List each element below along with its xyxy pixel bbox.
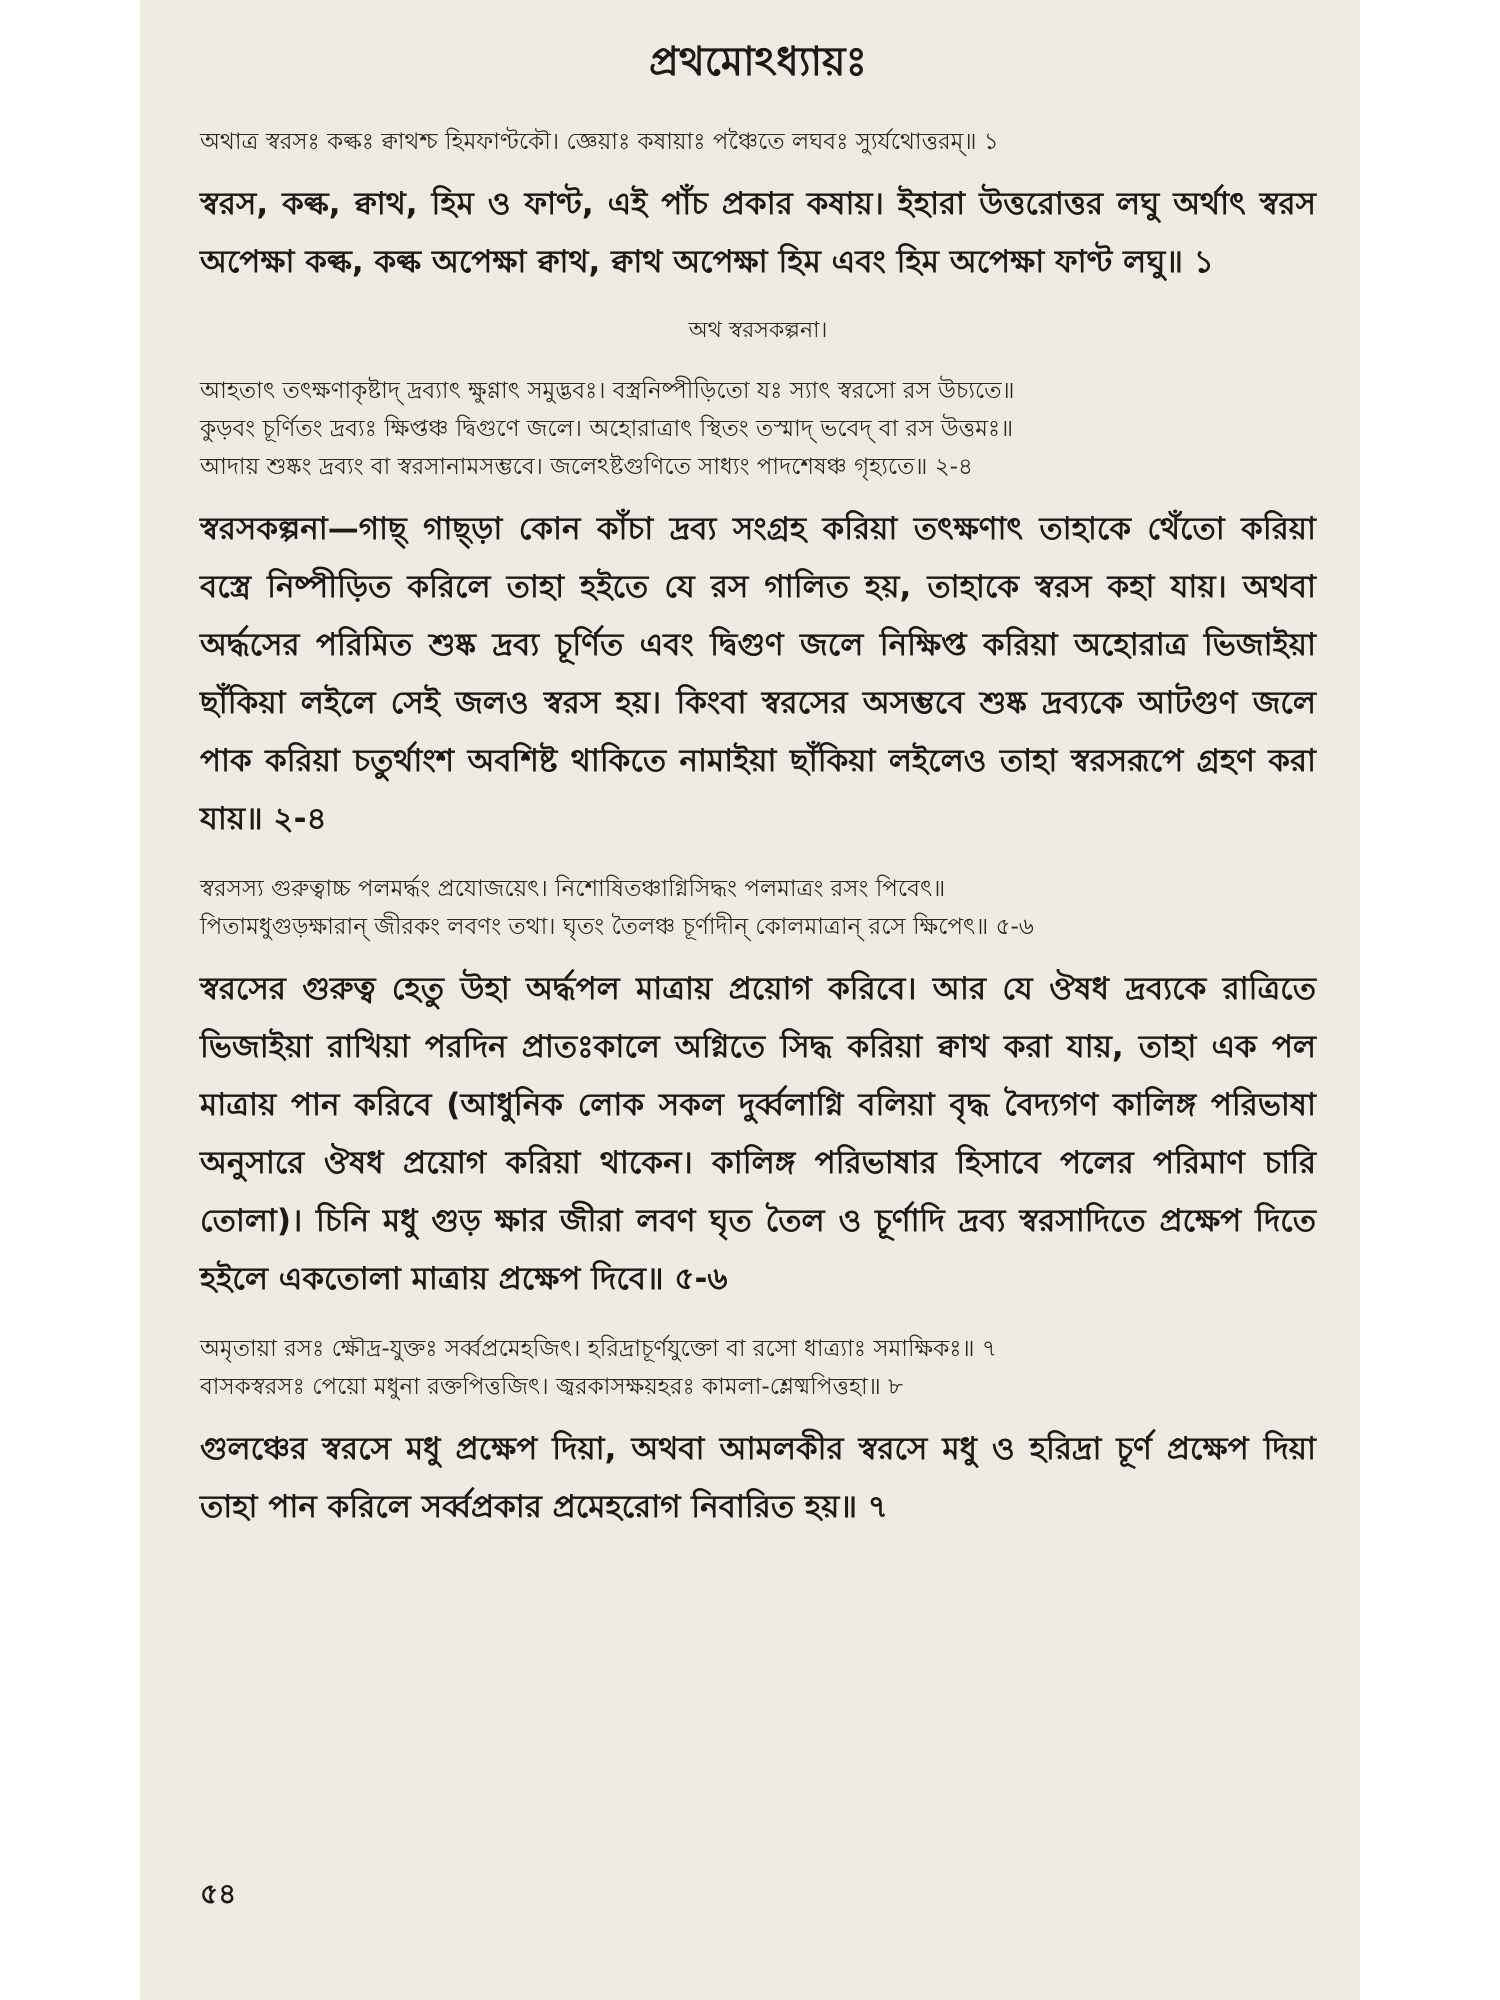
- bengali-commentary-4: গুলঞ্চের স্বরসে মধু প্রক্ষেপ দিয়া, অথবা আমলকীর স্বরসে মধু ও হরিদ্রা চূর্ণ প্রক্ষেপ দিয়া তাহা পান করিলে সর্ব্বপ্রকার প্রমেহরোগ নিবারিত হয়॥ ৭: [200, 1431, 1316, 1525]
- verse-line: আদায় শুষ্কং দ্রব্যং বা স্বরসানামসম্ভবে। জলেঽষ্টগুণিতে সাধ্যং পাদশেষঞ্চ গৃহ্যতে॥ ২-৪: [200, 454, 973, 480]
- verse-line: কুড়বং চূর্ণিতং দ্রব্যঃ ক্ষিপ্তঞ্চ দ্বিগুণে জলে। অহোরাত্রাৎ স্থিতং তস্মাদ্ ভবেদ্ বা রস উত্তমঃ॥: [200, 416, 1014, 442]
- bengali-commentary-2: স্বরসকল্পনা—গাছ্ গাছ্ড়া কোন কাঁচা দ্রব্য সংগ্রহ করিয়া তৎক্ষণাৎ তাহাকে থেঁতো করিয়া বস্ত্রে নিষ্পীড়িত করিলে তাহা হইতে যে রস গালিত হয়, তাহাকে স্বরস কহা যায়। অথবা অর্দ্ধসের পরিমিত শুষ্ক দ্রব্য চূর্ণিত এবং দ্বিগুণ জলে নিক্ষিপ্ত করিয়া অহোরাত্র ভিজাইয়া ছাঁকিয়া লইলে সেই জলও স্বরস হয়। কিংবা স্বরসের অসম্ভবে শুষ্ক দ্রব্যকে আটগুণ জলে পাক করিয়া চতুর্থাংশ অবশিষ্ট থাকিতে নামাইয়া ছাঁকিয়া লইলেও তাহা স্বরসরূপে গ্রহণ করা যায়॥ ২-৪: [200, 511, 1316, 837]
- section-heading: অথ স্বরসকল্পনা।: [688, 318, 828, 343]
- right-margin: [1360, 0, 1500, 2000]
- verse-line: অথাত্র স্বরসঃ কল্কঃ ক্বাথশ্চ হিমফাণ্টকৌ। জ্ঞেয়াঃ কষায়াঃ পঞ্চৈতে লঘবঃ স্যুর্যথোত্তরম্॥ ১: [200, 129, 999, 155]
- verse-line: বাসকস্বরসঃ পেয়ো মধুনা রক্তপিত্তজিৎ। জ্বরকাসক্ষয়হরঃ কামলা-শ্লেষ্মপিত্তহা॥ ৮: [200, 1374, 903, 1400]
- page-number: ৫৪: [200, 1877, 237, 1910]
- left-margin: [0, 0, 140, 2000]
- sanskrit-verse-3: [200, 870, 1316, 946]
- bengali-commentary-3: স্বরসের গুরুত্ব হেতু উহা অর্দ্ধপল মাত্রায় প্রয়োগ করিবে। আর যে ঔষধ দ্রব্যকে রাত্রিতে ভিজাইয়া রাখিয়া পরদিন প্রাতঃকালে অগ্নিতে সিদ্ধ করিয়া ক্বাথ করা যায়, তাহা এক পল মাত্রায় পান করিবে (আধুনিক লোক সকল দুর্ব্বলাগ্নি বলিয়া বৃদ্ধ বৈদ্যগণ কালিঙ্গ পরিভাষা অনুসারে ঔষধ প্রয়োগ করিয়া থাকেন। কালিঙ্গ পরিভাষার হিসাবে পলের পরিমাণ চারি তোলা)। চিনি মধু গুড় ক্ষার জীরা লবণ ঘৃত তৈল ও চূর্ণাদি দ্রব্য স্বরসাদিতে প্রক্ষেপ দিতে হইলে একতোলা মাত্রায় প্রক্ষেপ দিবে॥ ৫-৬: [200, 971, 1316, 1297]
- book-page: [140, 0, 1360, 2000]
- chapter-title: প্রথমোঽধ্যায়ঃ: [649, 39, 867, 85]
- sanskrit-verse-1: [200, 123, 1316, 161]
- verse-line: অমৃতায়া রসঃ ক্ষৌদ্র-যুক্তঃ সর্ব্বপ্রমেহজিৎ। হরিদ্রাচূর্ণযুক্তো বা রসো ধাত্র্যাঃ সমাক্ষিকঃ॥ ৭: [200, 1336, 997, 1362]
- sanskrit-verse-4: [200, 1330, 1316, 1406]
- bengali-commentary-1: স্বরস, কল্ক, ক্বাথ, হিম ও ফাণ্ট, এই পাঁচ প্রকার কষায়। ইহারা উত্তরোত্তর লঘু অর্থাৎ স্বরস অপেক্ষা কল্ক, কল্ক অপেক্ষা ক্বাথ, ক্বাথ অপেক্ষা হিম এবং হিম অপেক্ষা ফাণ্ট লঘু॥ ১: [200, 186, 1316, 280]
- sanskrit-verse-2: [200, 372, 1316, 486]
- verse-line: স্বরসস্য গুরুত্বাচ্চ পলমর্দ্ধং প্রযোজয়েৎ। নিশোষিতঞ্চাগ্নিসিদ্ধং পলমাত্রং রসং পিবেৎ॥: [200, 876, 946, 902]
- verse-line: আহতাৎ তৎক্ষণাকৃষ্টাদ্ দ্রব্যাৎ ক্ষুণ্ণাৎ সমুদ্ভবঃ। বস্ত্রনিষ্পীড়িতো যঃ স্যাৎ স্বরসো রস উচ্যতে॥: [200, 378, 1015, 404]
- verse-line: পিতামধুগুড়ক্ষারান্ জীরকং লবণং তথা। ঘৃতং তৈলঞ্চ চূর্ণাদীন্ কোলমাত্রান্ রসে ক্ষিপেৎ॥ ৫-৬: [200, 914, 1034, 940]
